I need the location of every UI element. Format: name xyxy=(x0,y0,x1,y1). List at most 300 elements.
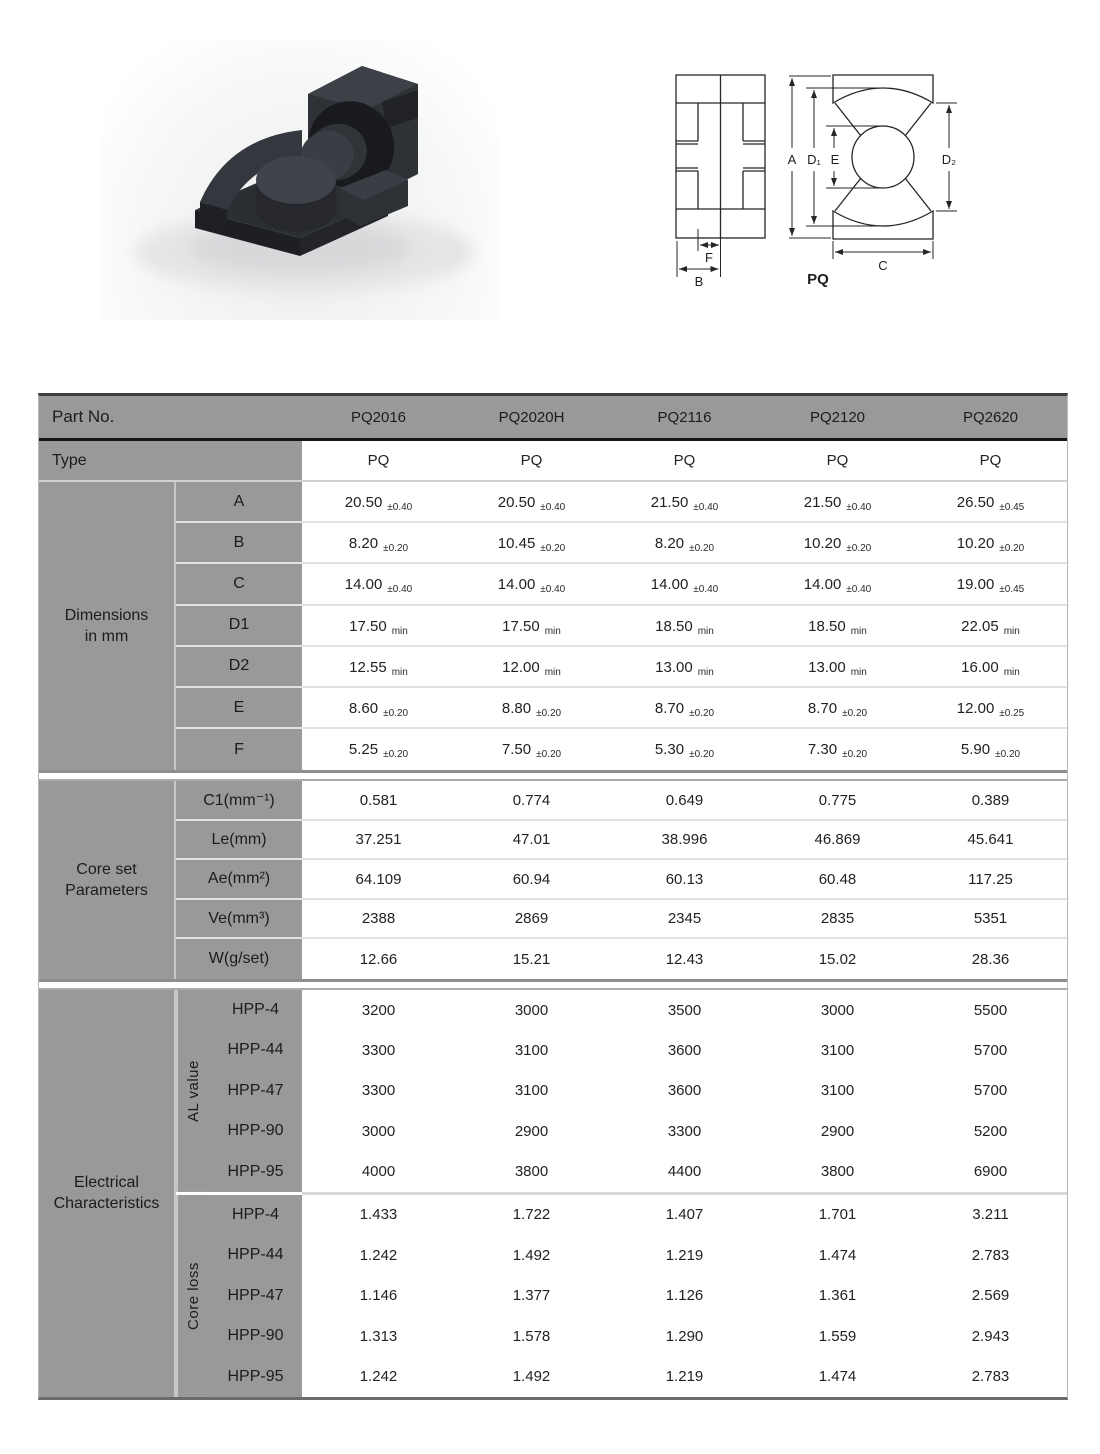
front-view xyxy=(676,75,765,238)
cell xyxy=(914,990,1067,1030)
cell-value: 3.211 xyxy=(972,1206,1009,1224)
cell-value: 5700 xyxy=(973,1082,1008,1100)
row-values xyxy=(302,1030,1067,1070)
cell xyxy=(302,482,455,521)
cell xyxy=(455,781,608,819)
row-label: HPP-90 xyxy=(209,1111,302,1151)
cell xyxy=(608,900,761,938)
part-number: PQ2620 xyxy=(962,408,1019,426)
cell xyxy=(914,781,1067,819)
cell xyxy=(608,523,761,562)
cell xyxy=(914,1151,1067,1191)
cell xyxy=(302,729,455,770)
cell-value: 2869 xyxy=(514,910,549,928)
row-label: HPP-95 xyxy=(209,1356,302,1396)
cell xyxy=(302,1030,455,1070)
cell-value: 0.649 xyxy=(665,791,704,809)
table-row xyxy=(209,1356,1067,1396)
cell-value: 46.869 xyxy=(814,831,861,849)
cell-value: 0.774 xyxy=(512,791,551,809)
cell xyxy=(608,482,761,521)
cell-value: 1.242 xyxy=(359,1246,398,1264)
part-number: PQ2120 xyxy=(809,408,866,426)
type-values xyxy=(302,441,1067,480)
row-label: HPP-47 xyxy=(209,1276,302,1316)
type-value: PQ xyxy=(367,452,390,469)
cell-value: 8.20 xyxy=(654,535,685,553)
cell-tolerance: ±0.40 xyxy=(693,502,719,513)
cell xyxy=(302,1071,455,1111)
row-label: HPP-95 xyxy=(209,1151,302,1191)
row-values xyxy=(302,564,1067,603)
cell xyxy=(455,1151,608,1191)
cell-value: 12.55 xyxy=(349,658,387,676)
cell-value: 1.492 xyxy=(512,1246,551,1264)
cell-value: 20.50 xyxy=(497,494,536,511)
table-row xyxy=(176,606,1067,647)
spec-table xyxy=(38,393,1068,1400)
cell xyxy=(761,1071,914,1111)
cell-value: 5.90 xyxy=(960,741,991,759)
cell xyxy=(608,781,761,819)
cell xyxy=(761,939,914,979)
cell xyxy=(761,1111,914,1151)
cell-value: 1.701 xyxy=(818,1206,857,1224)
cell-tolerance: ±0.40 xyxy=(387,584,413,596)
table-row xyxy=(209,1030,1067,1070)
cell-tolerance: ±0.20 xyxy=(536,707,562,719)
cell-value: 60.13 xyxy=(665,870,704,888)
cell xyxy=(608,1276,761,1316)
cell xyxy=(302,821,455,859)
section-title-line1: Electrical xyxy=(74,1174,139,1192)
cell-tolerance: min xyxy=(391,666,408,678)
core-set-rows xyxy=(176,781,1067,979)
table-row xyxy=(176,647,1067,688)
cell xyxy=(455,1235,608,1275)
cell xyxy=(914,1276,1067,1316)
cell xyxy=(608,860,761,898)
cell-value: 1.722 xyxy=(512,1206,551,1224)
cell-value: 38.996 xyxy=(661,831,708,849)
cell xyxy=(455,1111,608,1151)
table-row xyxy=(176,781,1067,821)
cell-value: 0.581 xyxy=(359,791,398,809)
section-electrical xyxy=(39,988,1067,1397)
table-row xyxy=(209,1235,1067,1275)
cell xyxy=(914,523,1067,562)
cell-tolerance: ±0.20 xyxy=(383,749,409,761)
cell-value: 1.219 xyxy=(665,1246,704,1264)
cell xyxy=(761,900,914,938)
cell-tolerance: min xyxy=(850,625,867,637)
cell xyxy=(608,1151,761,1191)
type-value: PQ xyxy=(673,452,696,469)
cell-value: 3600 xyxy=(667,1041,702,1059)
cell-value: 47.01 xyxy=(512,831,551,849)
table-row xyxy=(176,860,1067,900)
cell xyxy=(302,939,455,979)
cell xyxy=(914,1356,1067,1396)
type-value: PQ xyxy=(520,452,543,469)
row-label: B xyxy=(176,523,302,562)
cell-value: 13.00 xyxy=(655,658,693,676)
cell-value: 18.50 xyxy=(655,617,693,635)
cell xyxy=(914,1030,1067,1070)
cell xyxy=(608,1030,761,1070)
cell xyxy=(455,990,608,1030)
cell-tolerance: ±0.40 xyxy=(387,502,413,513)
cell xyxy=(608,990,761,1030)
cell-value: 2345 xyxy=(667,910,702,928)
cell-value: 20.50 xyxy=(344,494,383,511)
section-title-line2: Characteristics xyxy=(53,1195,160,1213)
dim-F-B xyxy=(677,229,721,277)
section-title-line2: in mm xyxy=(84,628,129,646)
cell-value: 4400 xyxy=(667,1163,702,1181)
cell xyxy=(302,606,455,645)
cell xyxy=(302,1195,455,1235)
cell-value: 14.00 xyxy=(803,576,842,594)
cell xyxy=(761,1316,914,1356)
row-values xyxy=(302,482,1067,521)
cell-value: 1.146 xyxy=(359,1287,398,1305)
cell-value: 1.313 xyxy=(359,1327,398,1345)
cell xyxy=(914,564,1067,603)
row-values xyxy=(302,1151,1067,1191)
cell-value: 1.474 xyxy=(818,1246,857,1264)
row-label: HPP-44 xyxy=(209,1030,302,1070)
cell xyxy=(761,523,914,562)
cell-value: 16.00 xyxy=(961,658,999,676)
part-number: PQ2016 xyxy=(350,408,407,426)
dimension-drawing xyxy=(630,45,1000,305)
cell-value: 3800 xyxy=(514,1163,549,1181)
cell-value: 5500 xyxy=(973,1001,1008,1019)
row-label: HPP-4 xyxy=(209,1195,302,1235)
cell-tolerance: ±0.45 xyxy=(999,502,1025,513)
row-values xyxy=(302,939,1067,979)
row-label: C xyxy=(176,564,302,603)
cell-tolerance: ±0.40 xyxy=(846,584,872,596)
section-core-set xyxy=(39,779,1067,982)
cell-value: 12.00 xyxy=(502,658,540,676)
cell-tolerance: min xyxy=(544,666,561,678)
cell-value: 21.50 xyxy=(803,494,842,511)
cell xyxy=(914,900,1067,938)
cell xyxy=(761,821,914,859)
cell xyxy=(455,1356,608,1396)
row-values xyxy=(302,860,1067,898)
row-values xyxy=(302,900,1067,938)
cell-value: 8.20 xyxy=(348,535,379,553)
section-title-line1: Core set xyxy=(76,861,137,879)
cell xyxy=(455,939,608,979)
cell xyxy=(761,1356,914,1396)
cell-tolerance: ±0.20 xyxy=(383,543,409,555)
cell xyxy=(455,523,608,562)
table-row xyxy=(176,900,1067,940)
table-row xyxy=(176,688,1067,729)
part-no-label: Part No. xyxy=(52,407,115,426)
cell-tolerance: ±0.40 xyxy=(693,584,719,596)
dim-lines xyxy=(789,76,957,259)
cell-value: 0.775 xyxy=(818,791,857,809)
cell xyxy=(455,1276,608,1316)
cell xyxy=(608,729,761,770)
cell-tolerance: ±0.20 xyxy=(689,707,715,719)
cell xyxy=(761,1030,914,1070)
cell-tolerance: ±0.20 xyxy=(842,749,868,761)
row-values xyxy=(302,1276,1067,1316)
row-label: HPP-44 xyxy=(209,1235,302,1275)
table-row xyxy=(209,1316,1067,1356)
cell-value: 3200 xyxy=(361,1001,396,1019)
row-label: HPP-47 xyxy=(209,1071,302,1111)
cell-value: 60.94 xyxy=(512,870,551,888)
cell xyxy=(761,564,914,603)
row-values xyxy=(302,781,1067,819)
cell-tolerance: ±0.20 xyxy=(995,749,1021,761)
cell-value: 28.36 xyxy=(971,950,1010,968)
cell xyxy=(302,1235,455,1275)
label-F: F xyxy=(705,250,713,265)
cell-value: 3300 xyxy=(667,1122,702,1140)
part-numbers xyxy=(302,396,1067,438)
section-title-core-set xyxy=(39,781,176,979)
cell-value: 3100 xyxy=(820,1041,855,1059)
cell xyxy=(608,606,761,645)
cell-value: 19.00 xyxy=(956,576,995,594)
table-row xyxy=(176,939,1067,979)
table-header-row xyxy=(39,396,1067,441)
cell xyxy=(608,1111,761,1151)
cell-value: 26.50 xyxy=(956,494,995,511)
row-values xyxy=(302,1071,1067,1111)
label-E: E xyxy=(830,152,840,167)
row-values xyxy=(302,688,1067,727)
cell xyxy=(914,821,1067,859)
cell xyxy=(302,1276,455,1316)
cell-tolerance: ±0.40 xyxy=(540,502,566,513)
cell xyxy=(608,821,761,859)
table-row xyxy=(209,1276,1067,1316)
cell xyxy=(455,688,608,727)
section-title-electrical xyxy=(39,990,176,1397)
cell xyxy=(302,1111,455,1151)
cell-tolerance: ±0.25 xyxy=(999,707,1025,719)
cell-value: 3300 xyxy=(361,1082,396,1100)
cell-value: 7.50 xyxy=(501,741,532,759)
cell xyxy=(302,860,455,898)
table-row xyxy=(176,523,1067,564)
cell-tolerance: min xyxy=(850,666,867,678)
cell-value: 64.109 xyxy=(355,870,402,888)
cell xyxy=(302,1356,455,1396)
cell xyxy=(761,647,914,686)
cell-value: 3500 xyxy=(667,1001,702,1019)
cell xyxy=(608,1235,761,1275)
group-core-loss xyxy=(176,1195,1067,1397)
cell xyxy=(455,564,608,603)
row-label: F xyxy=(176,729,302,770)
cell-value: 2900 xyxy=(514,1122,549,1140)
row-values xyxy=(302,1316,1067,1356)
table-row xyxy=(176,482,1067,523)
cell xyxy=(455,821,608,859)
cell xyxy=(761,781,914,819)
cell-value: 1.361 xyxy=(818,1287,857,1305)
cell-value: 14.00 xyxy=(497,576,536,594)
group-label-core-loss: Core loss xyxy=(176,1195,209,1397)
cell xyxy=(302,647,455,686)
cell-value: 2388 xyxy=(361,910,396,928)
cell xyxy=(914,939,1067,979)
cell xyxy=(455,1195,608,1235)
type-value: PQ xyxy=(979,452,1002,469)
label-B: B xyxy=(694,274,704,289)
row-values xyxy=(302,729,1067,770)
table-row xyxy=(209,1195,1067,1235)
cell-value: 0.389 xyxy=(971,791,1010,809)
cell xyxy=(302,990,455,1030)
cell-value: 15.02 xyxy=(818,950,857,968)
cell xyxy=(455,1030,608,1070)
pq-core-drawing xyxy=(630,45,1000,305)
cell xyxy=(914,1195,1067,1235)
cell-value: 3800 xyxy=(820,1163,855,1181)
cell-value: 5.25 xyxy=(348,741,379,759)
table-row xyxy=(209,1071,1067,1111)
label-C: C xyxy=(878,258,888,273)
row-label: C1(mm⁻¹) xyxy=(176,781,302,819)
section-title-line2: Parameters xyxy=(65,882,148,900)
cell-value: 5.30 xyxy=(654,741,685,759)
electrical-body xyxy=(176,990,1067,1397)
row-values xyxy=(302,1356,1067,1396)
cell-value: 3000 xyxy=(820,1001,855,1019)
cell-value: 2.783 xyxy=(971,1368,1010,1386)
cell-value: 37.251 xyxy=(355,831,402,849)
cell xyxy=(302,900,455,938)
type-label: Type xyxy=(39,441,302,480)
cell xyxy=(608,564,761,603)
cell-value: 14.00 xyxy=(344,576,383,594)
cell-value: 1.219 xyxy=(665,1368,704,1386)
row-values xyxy=(302,1235,1067,1275)
section-dimensions xyxy=(39,482,1067,773)
cell-value: 10.20 xyxy=(803,535,842,553)
table-row xyxy=(209,1151,1067,1191)
cell-tolerance: min xyxy=(1003,625,1020,637)
ferrite-cores-image xyxy=(100,40,500,320)
label-D1: D₁ xyxy=(807,152,821,167)
cell-value: 2.569 xyxy=(971,1287,1010,1305)
cell-tolerance: ±0.20 xyxy=(689,543,715,555)
cell xyxy=(761,606,914,645)
cell-value: 13.00 xyxy=(808,658,846,676)
cell xyxy=(302,523,455,562)
cell-value: 3100 xyxy=(514,1041,549,1059)
cell-value: 8.60 xyxy=(348,699,379,717)
cell-value: 1.474 xyxy=(818,1368,857,1386)
cell-tolerance: min xyxy=(697,666,714,678)
type-value: PQ xyxy=(826,452,849,469)
cell xyxy=(608,1316,761,1356)
cell-value: 7.30 xyxy=(807,741,838,759)
cell xyxy=(761,1276,914,1316)
label-A: A xyxy=(787,152,797,167)
cell xyxy=(914,482,1067,521)
section-title-line1: Dimensions xyxy=(64,607,149,625)
cell-value: 3100 xyxy=(820,1082,855,1100)
cell xyxy=(302,1316,455,1356)
cell-value: 15.21 xyxy=(512,950,551,968)
cell-tolerance: min xyxy=(544,625,561,637)
row-label: HPP-4 xyxy=(209,990,302,1030)
cell xyxy=(761,990,914,1030)
cell-value: 2.943 xyxy=(971,1327,1010,1345)
core-loss-rows xyxy=(209,1195,1067,1397)
cell-value: 1.290 xyxy=(665,1327,704,1345)
cell-tolerance: ±0.20 xyxy=(536,749,562,761)
cell-tolerance: min xyxy=(1003,666,1020,678)
cell-tolerance: min xyxy=(391,625,408,637)
cell-value: 117.25 xyxy=(968,870,1013,888)
row-values xyxy=(302,606,1067,645)
cell xyxy=(914,606,1067,645)
cell-value: 12.66 xyxy=(359,950,398,968)
cell xyxy=(914,1111,1067,1151)
cell xyxy=(455,1316,608,1356)
cell xyxy=(608,1071,761,1111)
cell-tolerance: ±0.20 xyxy=(842,707,868,719)
cell xyxy=(608,939,761,979)
cell xyxy=(455,729,608,770)
cell-value: 1.433 xyxy=(359,1206,398,1224)
row-label: Ve(mm³) xyxy=(176,900,302,938)
cell xyxy=(608,647,761,686)
row-label: D2 xyxy=(176,647,302,686)
cell-value: 3600 xyxy=(667,1082,702,1100)
cell-tolerance: ±0.20 xyxy=(540,543,566,555)
cell xyxy=(761,688,914,727)
cell xyxy=(914,1071,1067,1111)
cell-value: 1.242 xyxy=(359,1368,398,1386)
cell-tolerance: ±0.20 xyxy=(689,749,715,761)
group-label-al-value: AL value xyxy=(176,990,209,1192)
cell-value: 12.00 xyxy=(956,699,995,717)
row-values xyxy=(302,1195,1067,1235)
cell xyxy=(761,1235,914,1275)
table-row xyxy=(209,1111,1067,1151)
cell-value: 3300 xyxy=(361,1041,396,1059)
cell-value: 8.80 xyxy=(501,699,532,717)
cell-value: 6900 xyxy=(973,1163,1008,1181)
cell xyxy=(608,1356,761,1396)
cell-value: 8.70 xyxy=(654,699,685,717)
row-label: Ae(mm²) xyxy=(176,860,302,898)
table-row xyxy=(176,821,1067,861)
cell xyxy=(302,564,455,603)
side-view xyxy=(830,75,933,239)
cell-value: 17.50 xyxy=(502,617,540,635)
row-label: E xyxy=(176,688,302,727)
part-number: PQ2116 xyxy=(657,408,712,426)
cell xyxy=(455,1071,608,1111)
cell-value: 3000 xyxy=(361,1122,396,1140)
row-values xyxy=(302,821,1067,859)
